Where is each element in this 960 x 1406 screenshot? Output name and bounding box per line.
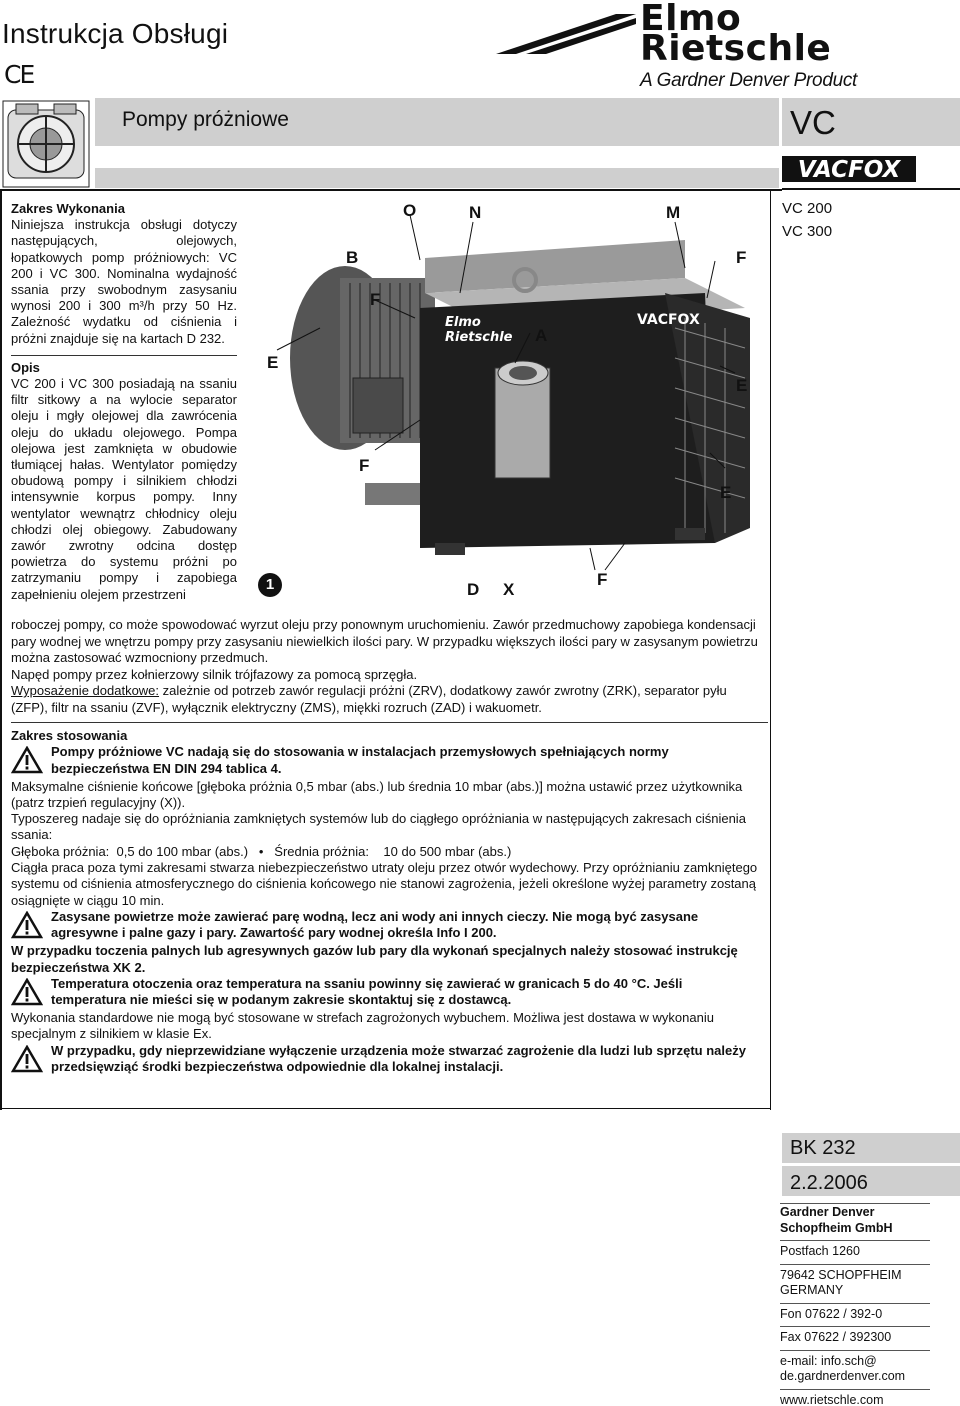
bullet: •	[258, 843, 264, 859]
email	[780, 1350, 930, 1389]
warning-block	[11, 1043, 759, 1077]
divider	[11, 355, 237, 356]
application-paragraph: Ciągła praca poza tymi zakresami stwarza niebezpieczeństwo utraty oleju przez otwór wydechowy. Przy opróżnianiu zamkniętego systemu od ciśnienia atmosferycznego do ciśnienia końcowego nie stanowi zagrożenia, jeżeli określone wyżej parametry zostaną osiągnięte w ciągu 10 min.	[11, 860, 758, 908]
warning-text: Zasysane powietrze może zawierać parę wodną, lecz ani wody ani innych cieczy. Nie mogą być zasysane agresywne i palne gazy i pary. Zawartość pary wodnej określa Info I 200.	[51, 908, 699, 941]
accessories-paragraph	[11, 683, 759, 716]
vacfox-logo-text: VACFOX	[797, 157, 901, 183]
warning-icon	[11, 976, 51, 1010]
figure-label-a: A	[535, 326, 548, 345]
figure-label-f: F	[736, 248, 747, 267]
pump-illustration	[245, 198, 765, 608]
figure-label-o: O	[403, 201, 417, 220]
warning-block	[11, 909, 759, 943]
pump-brand-plate-line1: Elmo	[445, 315, 481, 330]
ce-mark: CE	[4, 60, 34, 89]
country: GERMANY	[780, 1283, 844, 1297]
figure-label-x: X	[503, 580, 515, 599]
figure-number: 1	[258, 573, 282, 597]
website-link[interactable]: www.rietschle.com	[780, 1389, 930, 1406]
frame-border	[0, 190, 2, 1110]
brand-tagline: A Gardner Denver Product	[640, 70, 858, 91]
warning-block	[11, 744, 759, 778]
range-mid-value: 10 do 500 mbar (abs.)	[383, 843, 512, 859]
figure-label-e: E	[736, 376, 748, 395]
document-subtitle: Pompy próżniowe	[122, 108, 289, 131]
warning-text: Temperatura otoczenia oraz temperatura na ssaniu powinny się zawierać w granicach 5 do 40 °C. Jeśli temperatura nie mieści się w podanym zakresie skontaktuj się z dostawcą.	[51, 975, 683, 1008]
intro-column	[11, 201, 237, 603]
pressure-ranges	[11, 844, 759, 860]
section-heading: Opis	[11, 359, 40, 375]
pump-model-plate: VACFOX	[637, 312, 700, 328]
frame-border	[770, 190, 771, 1110]
model-list	[782, 197, 832, 243]
warning-block	[11, 976, 759, 1010]
description-paragraph: VC 200 i VC 300 posiadają na ssaniu filtr sitkowy a na wylocie separator oleju i mgły olejowej dla zawrócenia oleju do układu olejowego. Pompa olejowa jest zamknięta w obudowie tłumiącej hałas. Wentylator pomiędzy obudową pompy i silnikiem chłodzi intensywnie korpus pompy. Inny wentylator wewnątrz chłodnicy oleju chłodzi olej obiegowy. Zabudowany zawór zwrotny odcina dostęp powietrza do systemu próżni po zatrzymaniu pompy i zapobiega zapełnieniu olejem przestrzeni	[11, 376, 237, 602]
brand-name-line2: Rietschle	[640, 28, 832, 69]
safety-paragraph: W przypadku toczenia palnych lub agresywnych gazów lub pary dla wykonań specjalnych należy stosować instrukcję bezpieczeństwa XK 2.	[11, 943, 738, 975]
section-heading: Zakres Wykonania	[11, 201, 125, 216]
section-heading: Zakres stosowania	[11, 728, 128, 743]
postbox: Postfach 1260	[780, 1240, 930, 1264]
divider	[11, 722, 768, 723]
pump-figure	[245, 198, 765, 608]
model-code: VC	[790, 104, 836, 141]
pump-cross-section-icon	[2, 100, 90, 188]
figure-label-f: F	[597, 570, 608, 589]
accessories-text: zależnie od potrzeb zawór regulacji próżni (ZRV), dodatkowy zawór zwrotny (ZRK), separator pyłu (ZFP), filtr na ssaniu (ZVF), wyłącznik elektryczny (ZMS), miękki rozruch (ZAD) i wakuometr.	[11, 683, 727, 715]
drive-paragraph: Napęd pompy przez kołnierzowy silnik trójfazowy za pomocą sprzęgła.	[11, 666, 418, 682]
vacfox-logo	[782, 150, 922, 186]
pump-brand-plate-line2: Rietschle	[445, 330, 513, 345]
model-item: VC 200	[782, 200, 833, 217]
figure-label-e: E	[267, 353, 279, 372]
document-code: BK 232	[790, 1137, 856, 1159]
brand-swoosh-icon	[496, 14, 636, 54]
figure-label-n: N	[469, 203, 482, 222]
accessories-label: Wyposażenie dodatkowe:	[11, 683, 160, 698]
brand-logo	[640, 0, 940, 92]
figure-label-b: B	[346, 248, 359, 267]
warning-icon	[11, 744, 51, 778]
figure-label-f: F	[370, 290, 381, 309]
warning-icon	[11, 1043, 51, 1077]
company-address	[780, 1203, 930, 1406]
figure-label-m: M	[666, 203, 681, 222]
figure-label-f: F	[359, 456, 370, 475]
frame-border	[0, 1108, 771, 1109]
header-band-lower	[95, 168, 779, 188]
header-rule	[0, 189, 782, 191]
warning-icon	[11, 909, 51, 943]
application-paragraph: Typoszereg nadaje się do opróżniania zamkniętych systemów lub do ciągłego opróżniania w następujących zakresach ciśnienia ssania:	[11, 811, 746, 843]
warning-text: W przypadku, gdy nieprzewidziane wyłączenie urządzenia może stwarzać zagrożenie dla ludzi lub sprzętu należy przedsięwziąć środki bezpieczeństwa odpowiednie dla lokalnej instalacji.	[51, 1042, 746, 1075]
fax: Fax 07622 / 392300	[780, 1326, 930, 1350]
brand-name-line1: Elmo	[640, 0, 742, 39]
phone: Fon 07622 / 392-0	[780, 1303, 930, 1327]
description-paragraph: roboczej pompy, co może spowodować wyrzut oleju przy ponownym uruchomieniu. Zawór przedmuchowy zapobiega kondensacji pary wodnej we wnętrzu pompy przy zasysaniu niewielkich ilości pary. W przypadku większych ilości pary w zasysanym powietrzu można zastosować wzmocniony przedmuch.	[11, 617, 758, 665]
description-continued	[11, 617, 759, 716]
company-name-line1: Gardner Denver	[780, 1205, 875, 1219]
application-section	[11, 728, 759, 1077]
document-title: Instrukcja Obsługi	[2, 18, 229, 49]
range-deep-label: Głęboka próżnia:	[11, 843, 110, 859]
figure-label-e: E	[720, 483, 732, 502]
intro-paragraph: Niniejsza instrukcja obsługi dotyczy następujących, olejowych, łopatkowych pomp próżniowych: VC 200 i VC 300. Nominalna wydajność ssania przy swobodnym zasysaniu wynosi 200 i 300 m³/h przy 50 Hz. Zależność wydatku od ciśnienia i próżni znajduje się na kartach D 232.	[11, 217, 237, 346]
email-line2: de.gardnerdenver.com	[780, 1369, 906, 1383]
sidebar-rule	[782, 188, 960, 190]
warning-text: Pompy próżniowe VC nadają się do stosowania w instalacjach przemysłowych spełniających normy bezpieczeństwa EN DIN 294 tablica 4.	[51, 744, 669, 776]
range-deep-value: 0,5 do 100 mbar (abs.)	[116, 843, 249, 859]
model-item: VC 300	[782, 223, 833, 240]
company-name	[780, 1203, 930, 1240]
range-mid-label: Średnia próżnia:	[274, 843, 369, 859]
email-line1: e-mail: info.sch@	[780, 1353, 877, 1368]
company-name-line2: Schopfheim GmbH	[780, 1220, 893, 1235]
application-paragraph: Maksymalne ciśnienie końcowe [głęboka próżnia 0,5 mbar (abs.) lub średnia 10 mbar (abs.)] można ustawić przez użytkownika (patrz trzpień regulacyjny (X)).	[11, 778, 743, 810]
address-city	[780, 1264, 930, 1303]
figure-label-d: D	[467, 580, 480, 599]
city: 79642 SCHOPFHEIM	[780, 1267, 902, 1282]
document-date: 2.2.2006	[790, 1172, 868, 1194]
application-paragraph: Wykonania standardowe nie mogą być stosowane w strefach zagrożonych wybuchem. Możliwa jest dostawa w wykonaniu specjalnym z silnikiem w klasie Ex.	[11, 1010, 714, 1042]
